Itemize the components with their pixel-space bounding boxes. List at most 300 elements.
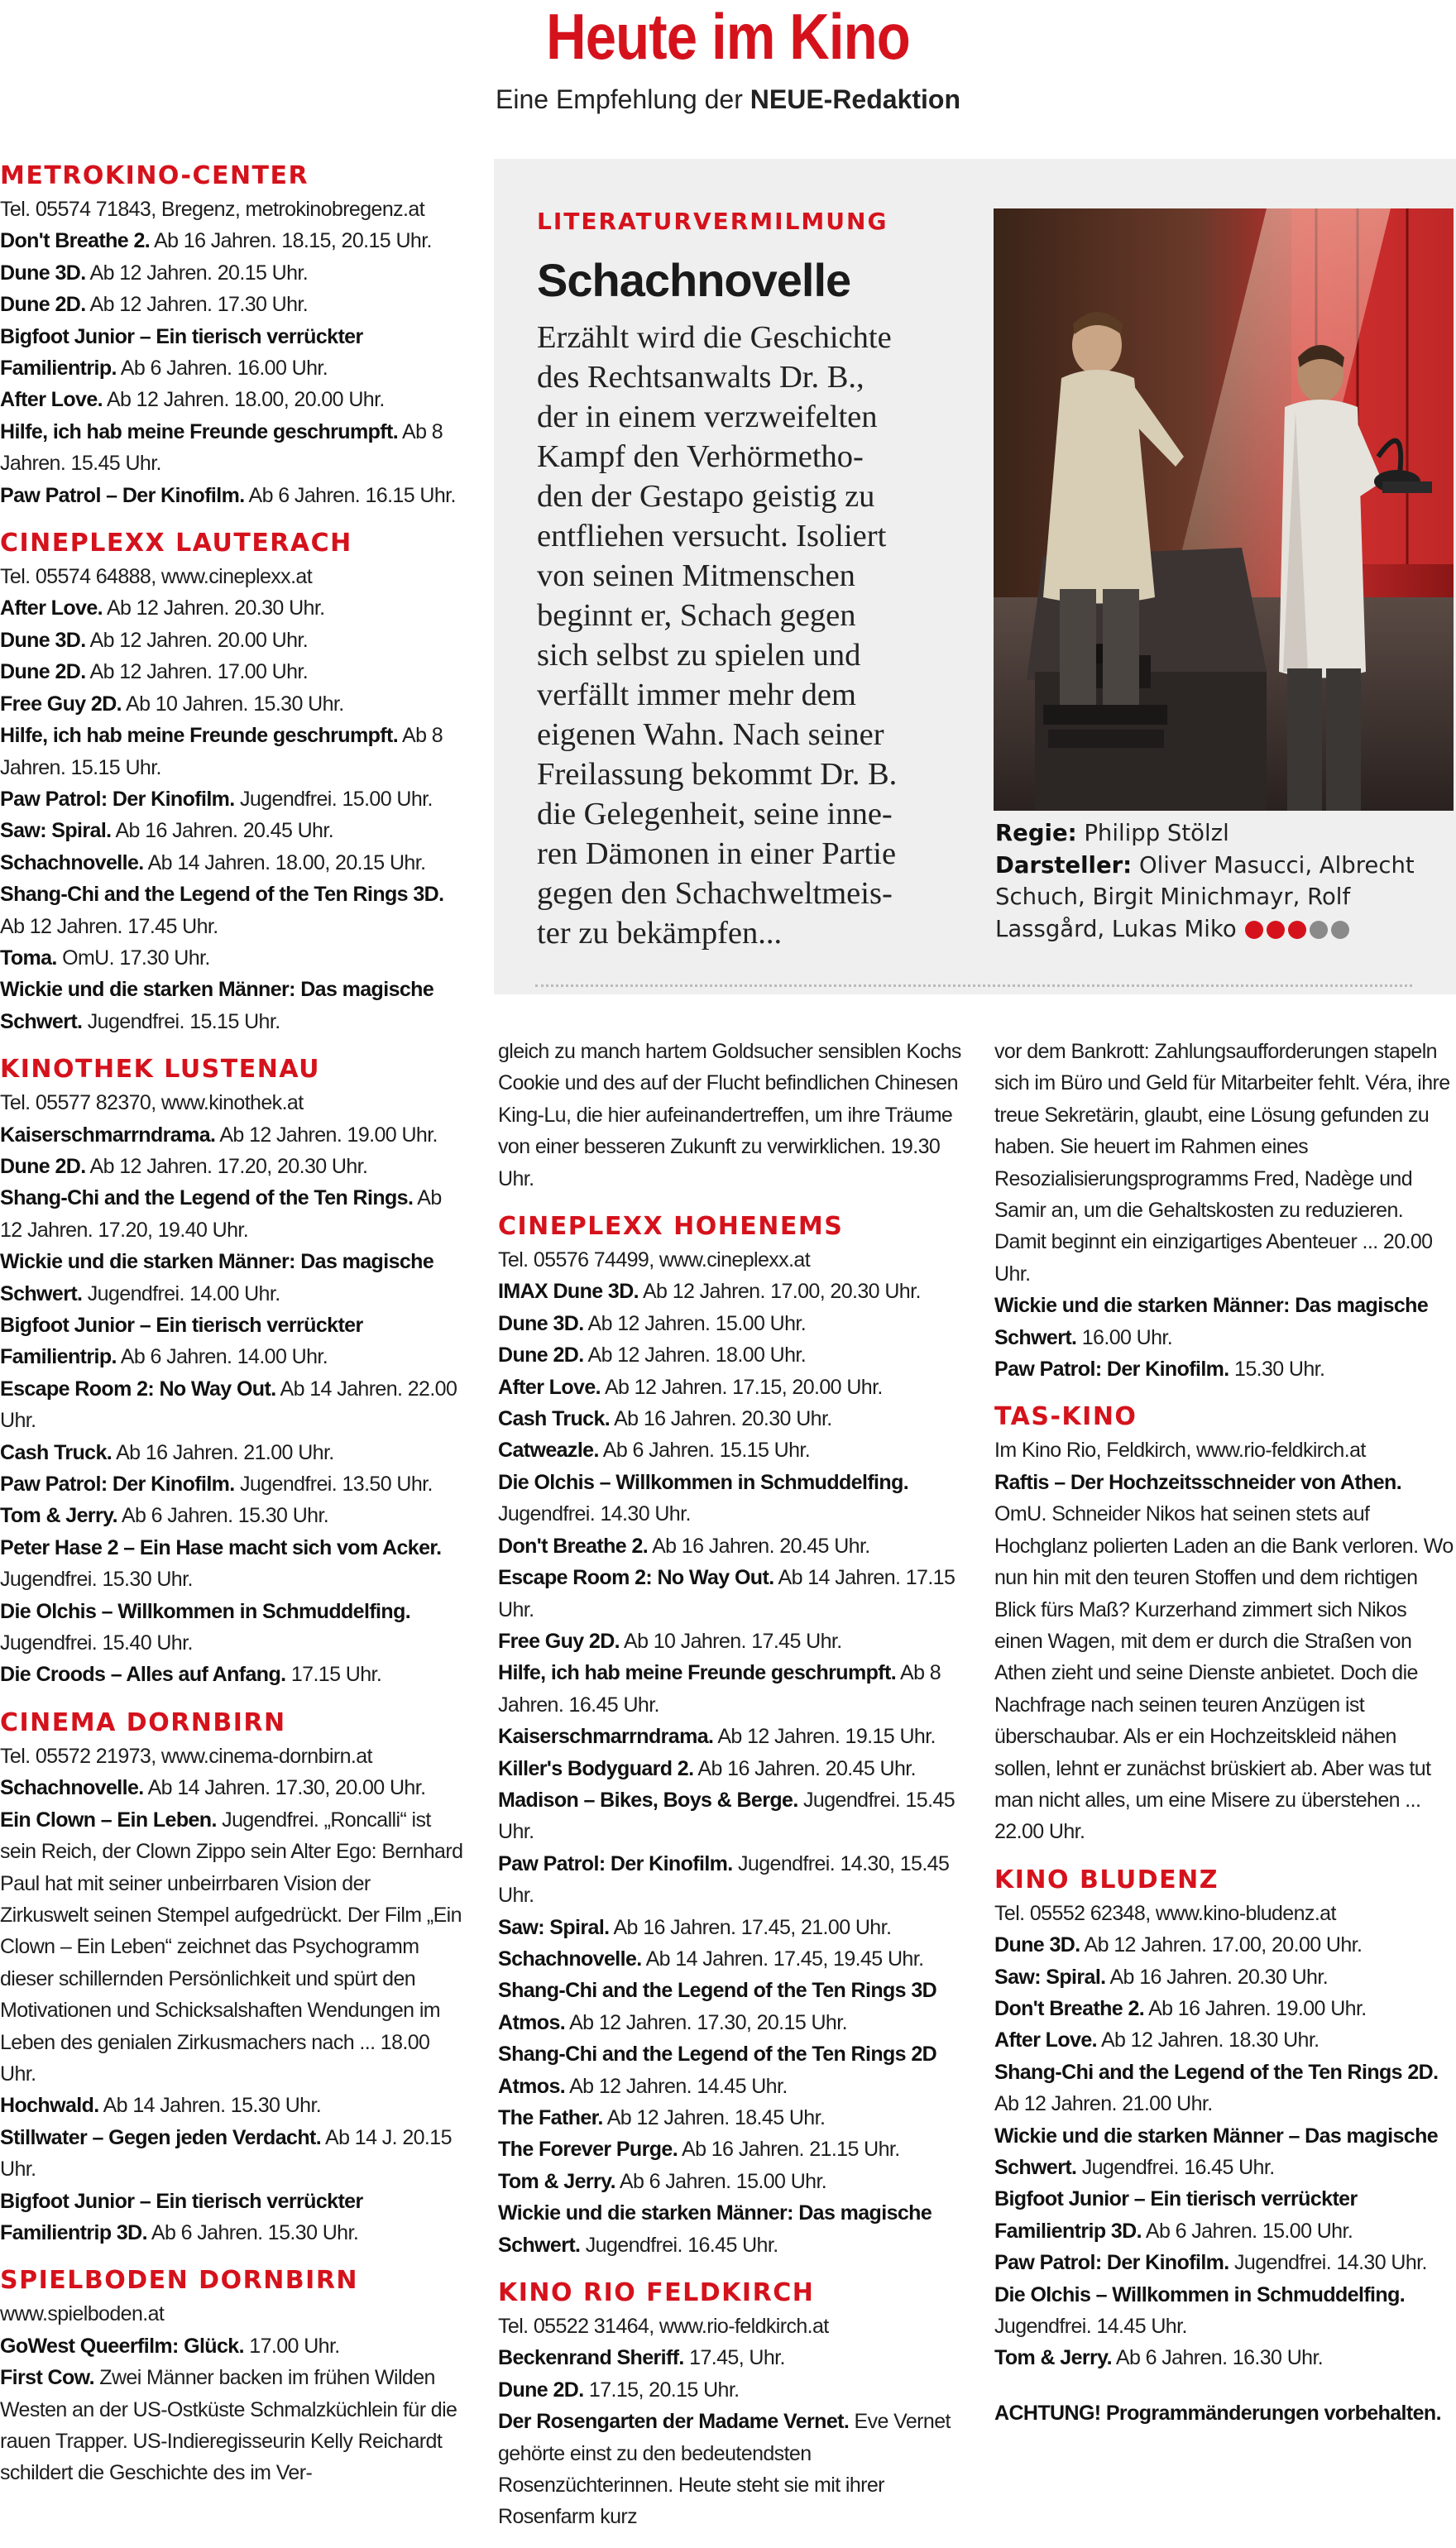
film-info: Ab 16 Jahren. 21.00 Uhr. (112, 1440, 334, 1464)
film-entry (0, 416, 463, 480)
cinema-contact: Tel. 05574 71843, Bregenz, metrokinobregenz.at (0, 198, 425, 221)
listing-column-1 (0, 159, 463, 2504)
rating-dot-filled (1245, 921, 1263, 939)
film-entry (994, 1353, 1456, 1385)
film-title: Wickie und die starken Männer: Das magische Schwert. (994, 1294, 1429, 1349)
film-info: OmU. 17.30 Uhr. (56, 946, 210, 970)
feature-divider (535, 984, 1412, 987)
film-title: Die Olchis – Willkommen in Schmuddelfing. (498, 1470, 909, 1494)
cinema-name: KINO BLUDENZ (994, 1865, 1219, 1894)
film-entry (498, 1276, 961, 1307)
film-info: Jugendfrei. 16.45 Uhr. (580, 2233, 778, 2257)
film-title: Saw: Spiral. (498, 1915, 610, 1939)
cinema-section (0, 1706, 463, 2249)
film-title: Bigfoot Junior – Ein tierisch verrückter Familientrip 3D. (994, 2187, 1358, 2243)
film-entry (0, 1804, 463, 2091)
film-info: Ab 16 Jahren. 20.45 Uhr. (693, 1756, 917, 1780)
film-info: Ab 12 Jahren. 18.00 Uhr. (583, 1343, 807, 1367)
subtitle-brand: NEUE-Redaktion (750, 84, 960, 114)
film-still-photo (994, 208, 1454, 811)
cinema-contact: Tel. 05574 64888, www.cineplexx.at (0, 565, 313, 589)
film-title: Raftis – Der Hochzeitsschneider von Athen. (994, 1470, 1402, 1494)
cast-label: Darsteller: (995, 851, 1133, 879)
film-info: Ab 6 Jahren. 15.00 Uhr. (1141, 2219, 1353, 2243)
film-title: Paw Patrol: Der Kinofilm. (994, 2251, 1229, 2275)
film-entry (0, 1468, 463, 1500)
film-info: Ab 12 Jahren. 19.15 Uhr. (713, 1725, 936, 1749)
feature-body-line: der in einem verzweifelten (537, 400, 878, 434)
film-title: Catweazle. (498, 1439, 599, 1463)
feature-body-line: gegen den Schachweltmeis- (537, 876, 893, 911)
film-entry (0, 847, 463, 879)
film-entry (498, 2197, 961, 2261)
film-entry (994, 2279, 1456, 2343)
film-entry (0, 974, 463, 1037)
feature-body-line: ren Dämonen in einer Partie (537, 836, 897, 871)
film-title: Tom & Jerry. (994, 2346, 1112, 2370)
film-entry (498, 1784, 961, 1848)
film-info: Jugendfrei. 15.15 Uhr. (82, 1009, 280, 1033)
film-title: Escape Room 2: No Way Out. (0, 1377, 276, 1401)
film-entry (498, 1721, 961, 1752)
film-title: IMAX Dune 3D. (498, 1280, 639, 1304)
feature-body-line: verfällt immer mehr dem (537, 678, 856, 712)
film-title: Bigfoot Junior – Ein tierisch verrückter Familientrip 3D. (0, 2189, 363, 2244)
film-title: Beckenrand Sheriff. (498, 2346, 684, 2370)
film-entry (498, 1943, 961, 1975)
film-title: Cash Truck. (498, 1407, 611, 1431)
film-entry (498, 2134, 961, 2165)
cinema-section (0, 1052, 463, 1691)
film-info: OmU. Schneider Nikos hat seinen stets auf Hochglanz polierten Laden an die Bank verloren. Wo nun hin mit den teuren Stoffen und dem richtigen Blick fürs Maß? Kurzerhand zimmert sich Nikos einen Wagen, mit dem er durch die Straßen von Athen zieht und seine Dienste anbietet. Doch die Nachfrage nach seinen teuren Anzügen ist überschaubar. Als er ein Hochzeitskleid nähen sollen, lehnt er zunächst brüskiert ab. Aber was tut man nicht alles, um eine Misere zu überstehen ... 22.00 Uhr. (994, 1502, 1454, 1844)
film-info: Ab 6 Jahren. 16.30 Uhr. (1111, 2346, 1324, 2370)
film-title: Dune 2D. (498, 2378, 584, 2402)
film-info: Ab 14 Jahren. 22.00 Uhr. (0, 1377, 457, 1433)
film-title: Peter Hase 2 – Ein Hase macht sich vom Acker. (0, 1535, 442, 1559)
director-name: Philipp Stölzl (1084, 820, 1229, 846)
film-entry (498, 2038, 961, 2102)
cinema-contact: Tel. 05577 82370, www.kinothek.at (0, 1091, 304, 1115)
film-info: vor dem Bankrott: Zahlungsaufforderungen stapeln sich im Büro und Geld für Mitarbeiter fehlt. Véra, ihre treue Sekretärin, glaubt, eine Lösung gefunden zu haben. Sie heuert im Rahmen eines Resozialisierungsprogramms Fred, Nadège und Samir an, um die Gehaltskosten zu reduzieren. Damit beginnt ein einzigartiges Abenteuer ... 20.00 Uhr. (994, 1040, 1450, 1286)
film-info: Ab 6 Jahren. 14.00 Uhr. (116, 1345, 328, 1369)
film-entry (0, 720, 463, 783)
film-info: 17.15 Uhr. (285, 1663, 382, 1687)
film-entry (994, 2057, 1456, 2120)
film-entry (498, 2342, 961, 2373)
film-info: Ab 6 Jahren. 16.15 Uhr. (244, 483, 456, 507)
film-entry (498, 1372, 961, 1403)
film-info: Ab 8 Jahren. 15.45 Uhr. (0, 419, 443, 476)
film-title: Die Olchis – Willkommen in Schmuddelfing. (0, 1599, 411, 1623)
feature-body-line: beginnt er, Schach gegen (537, 598, 856, 633)
film-title: Schachnovelle. (498, 1947, 642, 1971)
film-title: Hilfe, ich hab meine Freunde geschrumpft. (498, 1661, 897, 1685)
film-title: Bigfoot Junior – Ein tierisch verrückter Familientrip. (0, 324, 363, 381)
film-info: Jugendfrei. 15.00 Uhr. (234, 787, 433, 811)
film-entry (0, 384, 463, 415)
film-entry (498, 1753, 961, 1784)
feature-body-line: des Rechtsanwalts Dr. B., (537, 360, 864, 395)
cinema-section (0, 526, 463, 1037)
film-info: Jugendfrei. 14.30, 15.45 Uhr. (498, 1851, 950, 1908)
film-title: Free Guy 2D. (0, 692, 122, 716)
film-entry (498, 1562, 961, 1626)
film-entry (0, 1182, 463, 1246)
film-entry (0, 1119, 463, 1151)
film-title: Madison – Bikes, Boys & Berge. (498, 1788, 798, 1812)
film-info: Eve Vernet gehörte einst zu den bedeutendsten Rosenzüchterinnen. Heute steht sie mit ihrer Rosenfarm kurz (498, 2410, 951, 2529)
film-info: Ab 16 Jahren. 20.45 Uhr. (111, 819, 334, 843)
film-info: Ab 14 J. 20.15 Uhr. (0, 2125, 452, 2182)
film-entry (0, 783, 463, 815)
film-title: Wickie und die starken Männer: Das magische Schwert. (498, 2201, 932, 2257)
film-info: 17.45, Uhr. (683, 2346, 785, 2370)
feature-body-line: sich selbst zu spielen und (537, 638, 861, 673)
rating-dot-empty (1310, 921, 1328, 939)
film-entry (0, 289, 463, 320)
film-title: Killer's Bodyguard 2. (498, 1756, 694, 1780)
film-entry (994, 1290, 1456, 1353)
feature-body-line: Kampf den Verhörmetho- (537, 439, 864, 474)
film-info: Jugendfrei. 15.40 Uhr. (0, 1631, 193, 1655)
film-entry (0, 1500, 463, 1531)
film-title: Toma. (0, 946, 57, 970)
cinema-name: CINEPLEXX HOHENEMS (498, 1212, 844, 1242)
film-info: Ab 12 Jahren. 17.30 Uhr. (85, 293, 309, 317)
film-info: Ab 12 Jahren. 20.30 Uhr. (102, 596, 325, 620)
film-info: Jugendfrei. 15.45 Uhr. (498, 1788, 956, 1844)
film-title: Tom & Jerry. (498, 2169, 615, 2193)
film-info: Ab 12 Jahren. 17.20, 19.40 Uhr. (0, 1186, 442, 1242)
listing-column-3 (994, 1036, 1456, 2429)
feature-kicker: LITERATURVERMILMUNG (537, 208, 888, 235)
film-title: After Love. (0, 596, 103, 620)
cinema-name: KINO RIO FELDKIRCH (498, 2278, 815, 2308)
film-info: Jugendfrei. 14.00 Uhr. (82, 1281, 280, 1305)
film-entry (0, 1532, 463, 1596)
film-info: Ab 12 Jahren. 21.00 Uhr. (994, 2092, 1213, 2116)
film-title: Dune 3D. (498, 1311, 584, 1335)
film-info: Ab 12 Jahren. 17.20, 20.30 Uhr. (85, 1154, 368, 1178)
film-info: Ab 6 Jahren. 16.00 Uhr. (116, 357, 328, 381)
film-title: Cash Truck. (0, 1440, 113, 1464)
film-title: Hochwald. (0, 2094, 99, 2118)
film-title: Kaiserschmarrndrama. (0, 1123, 216, 1147)
masthead (0, 0, 1456, 116)
film-entry (0, 2186, 463, 2249)
film-entry (0, 1437, 463, 1468)
film-title: Bigfoot Junior – Ein tierisch verrückter Familientrip. (0, 1314, 363, 1369)
rating-dot-empty (1331, 921, 1349, 939)
film-entry (0, 225, 463, 256)
film-entry (0, 879, 463, 942)
rating-dots (1245, 913, 1353, 946)
cinema-name: TAS-KINO (994, 1402, 1138, 1432)
feature-body-line: Erzählt wird die Geschichte (537, 320, 892, 355)
film-entry (994, 1929, 1456, 1961)
film-entry (994, 2024, 1456, 2056)
film-entry (498, 1626, 961, 1657)
film-info: Ab 12 Jahren. 18.00, 20.00 Uhr. (102, 388, 385, 412)
film-info: Ab 12 Jahren. 17.00, 20.00 Uhr. (1080, 1933, 1363, 1957)
film-title: Schachnovelle. (0, 850, 144, 874)
listing-column-2 (498, 1036, 961, 2548)
cinema-name: CINEPLEXX LAUTERACH (0, 529, 352, 558)
film-title: Shang-Chi and the Legend of the Ten Rings 2D Atmos. (498, 2043, 937, 2098)
director-line (995, 817, 1442, 850)
film-title: Wickie und die starken Männer – Das magische Schwert. (994, 2124, 1439, 2179)
film-title: After Love. (0, 388, 103, 412)
rating-dot-filled (1288, 921, 1306, 939)
film-info: Ab 14 Jahren. 17.15 Uhr. (498, 1566, 956, 1621)
film-entry (0, 1596, 463, 1660)
film-title: GoWest Queerfilm: Glück. (0, 2334, 244, 2358)
film-title: Saw: Spiral. (0, 819, 112, 843)
film-title: Die Croods – Alles auf Anfang. (0, 1663, 286, 1687)
film-title: Dune 3D. (994, 1933, 1080, 1957)
film-info: Ab 16 Jahren. 20.30 Uhr. (1105, 1965, 1329, 1989)
subtitle-prefix: Eine Empfehlung der (496, 84, 750, 114)
film-info: Ab 12 Jahren. 20.15 Uhr. (85, 261, 309, 285)
film-info: Ab 6 Jahren. 15.30 Uhr. (117, 1504, 329, 1528)
film-entry (0, 257, 463, 289)
film-entry (498, 1036, 961, 1195)
cinema-contact: Tel. 05522 31464, www.rio-feldkirch.at (498, 2315, 829, 2339)
film-title: Saw: Spiral. (994, 1965, 1106, 1989)
film-info: Ab 8 Jahren. 15.15 Uhr. (0, 724, 443, 779)
page-subtitle (0, 83, 1456, 116)
film-title: Dune 2D. (0, 660, 86, 684)
program-notice: ACHTUNG! Programmänderungen vorbehalten. (994, 2401, 1441, 2425)
film-entry (0, 480, 463, 511)
film-entry (0, 2362, 463, 2489)
film-info: Ab 12 Jahren. 20.00 Uhr. (85, 628, 309, 652)
page-title: Heute im Kino (546, 0, 910, 73)
cinema-name: METROKINO-CENTER (0, 161, 309, 190)
film-title: Shang-Chi and the Legend of the Ten Rings. (0, 1186, 414, 1210)
cinema-contact: Tel. 05572 21973, www.cinema-dornbirn.at (0, 1744, 372, 1768)
cinema-section (498, 1036, 961, 1195)
film-info: Ab 14 Jahren. 15.30 Uhr. (98, 2094, 322, 2118)
film-info: Ab 12 Jahren. 15.00 Uhr. (583, 1311, 807, 1335)
film-info: Jugendfrei. 16.45 Uhr. (1076, 2156, 1275, 2179)
film-entry (498, 1975, 961, 2038)
cinema-contact: Tel. 05576 74499, www.cineplexx.at (498, 1248, 811, 1272)
film-entry (0, 2090, 463, 2121)
film-info: Ab 12 Jahren. 18.30 Uhr. (1096, 2028, 1320, 2052)
film-title: The Forever Purge. (498, 2138, 678, 2162)
film-title: Don't Breathe 2. (498, 1534, 649, 1558)
film-entry (994, 2247, 1456, 2278)
film-info: 17.15, 20.15 Uhr. (583, 2378, 740, 2402)
film-entry (0, 2122, 463, 2186)
film-info: Ab 12 Jahren. 17.45 Uhr. (0, 914, 218, 938)
feature-body-line: den der Gestapo geistig zu (537, 479, 875, 514)
film-info: Ab 12 Jahren. 19.00 Uhr. (215, 1123, 438, 1147)
film-title: Tom & Jerry. (0, 1504, 117, 1528)
film-info: Ab 12 Jahren. 14.45 Uhr. (565, 2074, 788, 2098)
cinema-contact: www.spielboden.at (0, 2302, 165, 2326)
film-info: Ab 14 Jahren. 18.00, 20.15 Uhr. (143, 850, 426, 874)
film-title: Hilfe, ich hab meine Freunde geschrumpft. (0, 724, 399, 748)
film-entry (498, 1530, 961, 1562)
film-entry (0, 1246, 463, 1310)
cinema-section (0, 2263, 463, 2488)
film-entry (0, 321, 463, 385)
film-title: Dune 2D. (0, 293, 86, 317)
film-title: Dune 3D. (0, 261, 86, 285)
film-entry (498, 2166, 961, 2197)
film-title: Dune 3D. (0, 628, 86, 652)
film-title: Dune 2D. (0, 1154, 86, 1178)
film-entry (498, 2406, 961, 2533)
film-info: Ab 16 Jahren. 20.45 Uhr. (648, 1534, 870, 1558)
film-title: After Love. (994, 2028, 1097, 2052)
film-entry (498, 1657, 961, 1721)
feature-body (537, 318, 1033, 953)
film-info: Jugendfrei. 14.30 Uhr. (498, 1502, 691, 1526)
feature-box (494, 159, 1456, 994)
film-info: Ab 6 Jahren. 15.15 Uhr. (598, 1439, 811, 1463)
film-title: Paw Patrol – Der Kinofilm. (0, 483, 245, 507)
film-title: Shang-Chi and the Legend of the Ten Rings 2D. (994, 2060, 1439, 2084)
film-title: Paw Patrol: Der Kinofilm. (0, 1473, 235, 1497)
film-title: First Cow. (0, 2366, 94, 2390)
film-info: Ab 8 Jahren. 16.45 Uhr. (498, 1661, 941, 1717)
film-entry (0, 1310, 463, 1373)
film-info: Jugendfrei. 14.30 Uhr. (1228, 2251, 1427, 2275)
feature-text (537, 205, 1033, 953)
film-entry (0, 942, 463, 974)
film-info: Ab 16 Jahren. 19.00 Uhr. (1144, 1996, 1367, 2020)
film-info: Jugendfrei. 14.45 Uhr. (994, 2315, 1187, 2339)
film-title: Kaiserschmarrndrama. (498, 1725, 714, 1749)
film-info: Zwei Männer backen im frühen Wilden Westen an der US-Ostküste Schmalzküchlein für die rauen Trapper. US-Indieregisseurin Kelly Reichardt schildert die Geschichte des im Ver- (0, 2366, 457, 2485)
film-title: Stillwater – Gegen jeden Verdacht. (0, 2125, 322, 2149)
film-info: Ab 16 Jahren. 21.15 Uhr. (678, 2138, 900, 2162)
feature-title: Schachnovelle (537, 254, 851, 306)
feature-body-line: eigenen Wahn. Nach seiner (537, 717, 884, 752)
film-entry (0, 688, 463, 720)
film-title: After Love. (498, 1375, 601, 1399)
film-title: Don't Breathe 2. (994, 1996, 1145, 2020)
film-entry (498, 2102, 961, 2134)
film-info: Ab 10 Jahren. 15.30 Uhr. (122, 692, 344, 716)
cinema-section (498, 1209, 961, 2261)
cinema-contact: Im Kino Rio, Feldkirch, www.rio-feldkirch.at (994, 1439, 1366, 1463)
feature-body-line: von seinen Mitmenschen (537, 558, 855, 593)
film-info: 16.00 Uhr. (1076, 1325, 1173, 1349)
film-title: Paw Patrol: Der Kinofilm. (498, 1851, 733, 1875)
film-title: Shang-Chi and the Legend of the Ten Rings 3D. (0, 883, 444, 907)
feature-body-line: die Gelegenheit, seine inne- (537, 797, 893, 831)
film-entry (0, 1373, 463, 1437)
feature-credits (995, 817, 1442, 946)
film-title: The Father. (498, 2106, 603, 2129)
film-entry (994, 1961, 1456, 1993)
cinema-section (994, 1400, 1456, 1847)
film-title: Shang-Chi and the Legend of the Ten Rings 3D Atmos. (498, 1979, 937, 2034)
film-info: Ab 14 Jahren. 17.45, 19.45 Uhr. (641, 1947, 924, 1971)
film-entry (994, 1993, 1456, 2024)
cast-names: Oliver Masucci, Albrecht Schuch, Birgit Minichmayr, Rolf Lassgård, Lukas Miko (995, 851, 1415, 942)
film-title: Paw Patrol: Der Kinofilm. (994, 1358, 1229, 1382)
cinema-name: SPIELBODEN DORNBIRN (0, 2266, 359, 2296)
film-title: Ein Clown – Ein Leben. (0, 1808, 217, 1832)
cinema-section (0, 159, 463, 511)
rating-dot-filled (1267, 921, 1285, 939)
film-title: Paw Patrol: Der Kinofilm. (0, 787, 235, 811)
film-entry (498, 1308, 961, 1339)
film-entry (498, 1912, 961, 1943)
film-entry (498, 1848, 961, 1912)
cinema-section (498, 2276, 961, 2533)
film-info: Ab 10 Jahren. 17.45 Uhr. (620, 1629, 842, 1653)
film-info: Ab 14 Jahren. 17.30, 20.00 Uhr. (143, 1776, 426, 1800)
cinema-name: CINEMA DORNBIRN (0, 1707, 286, 1737)
film-entry (994, 1467, 1456, 1848)
feature-body-line: entfliehen versucht. Isoliert (537, 519, 887, 553)
feature-body-line: ter zu bekämpfen... (537, 916, 783, 951)
film-entry (994, 1036, 1456, 1290)
film-entry (994, 2183, 1456, 2247)
film-info: 15.30 Uhr. (1228, 1358, 1325, 1382)
film-entry (0, 2330, 463, 2362)
cinema-section (994, 1863, 1456, 2374)
feature-body-line: Freilassung bekommt Dr. B. (537, 757, 898, 792)
film-title: Dune 2D. (498, 1343, 584, 1367)
cinema-name: KINOTHEK LUSTENAU (0, 1055, 321, 1085)
cinema-contact: Tel. 05552 62348, www.kino-bludenz.at (994, 1901, 1336, 1925)
film-info: Ab 6 Jahren. 15.30 Uhr. (146, 2220, 359, 2244)
film-entry (0, 1151, 463, 1182)
film-title: Der Rosengarten der Madame Vernet. (498, 2410, 850, 2434)
film-entry (994, 2342, 1456, 2373)
film-entry (0, 1772, 463, 1803)
film-entry (498, 1467, 961, 1530)
film-title: Wickie und die starken Männer: Das magische Schwert. (0, 1250, 434, 1305)
film-info: Ab 12 Jahren. 17.15, 20.00 Uhr. (600, 1375, 883, 1399)
film-entry (498, 1339, 961, 1371)
film-entry (0, 1659, 463, 1690)
film-info: Jugendfrei. 13.50 Uhr. (234, 1473, 433, 1497)
film-info: Ab 16 Jahren. 18.15, 20.15 Uhr. (150, 229, 432, 253)
film-entry (498, 1403, 961, 1434)
film-entry (0, 625, 463, 656)
cinema-section (994, 1036, 1456, 1385)
film-info: Jugendfrei. 15.30 Uhr. (0, 1568, 193, 1592)
film-info: Ab 16 Jahren. 17.45, 21.00 Uhr. (609, 1915, 892, 1939)
film-title: Die Olchis – Willkommen in Schmuddelfing. (994, 2282, 1406, 2306)
film-title: Don't Breathe 2. (0, 229, 151, 253)
film-entry (0, 592, 463, 624)
film-still-illustration (994, 208, 1454, 811)
film-title: Escape Room 2: No Way Out. (498, 1566, 774, 1590)
film-info: Ab 12 Jahren. 17.00, 20.30 Uhr. (639, 1280, 921, 1304)
film-info: Ab 12 Jahren. 18.45 Uhr. (602, 2106, 826, 2129)
film-entry (498, 2374, 961, 2406)
film-info: Jugendfrei. „Roncalli“ ist sein Reich, der Clown Zippo sein Alter Ego: Bernhard Paul hat mit seiner unbeirrbaren Vision der Zirkuswelt seinen Stempel aufgedrückt. Der Film „Ein Clown – Ein Leben“ zeichnet das Psychogramm dieser schillernden Persönlichkeit und spürt den Motivationen und Schicksalshaften Wendungen im Leben des genialen Zirkusmachers nach ... 18.00 Uhr. (0, 1808, 463, 2086)
film-entry (994, 2120, 1456, 2184)
film-info: 17.00 Uhr. (243, 2334, 340, 2358)
film-info: Ab 12 Jahren. 17.00 Uhr. (85, 660, 309, 684)
film-entry (0, 815, 463, 846)
film-title: Wickie und die starken Männer: Das magische Schwert. (0, 978, 434, 1033)
film-entry (0, 656, 463, 687)
film-info: Ab 16 Jahren. 20.30 Uhr. (610, 1407, 832, 1431)
director-label: Regie: (995, 820, 1077, 846)
film-entry (498, 1434, 961, 1466)
